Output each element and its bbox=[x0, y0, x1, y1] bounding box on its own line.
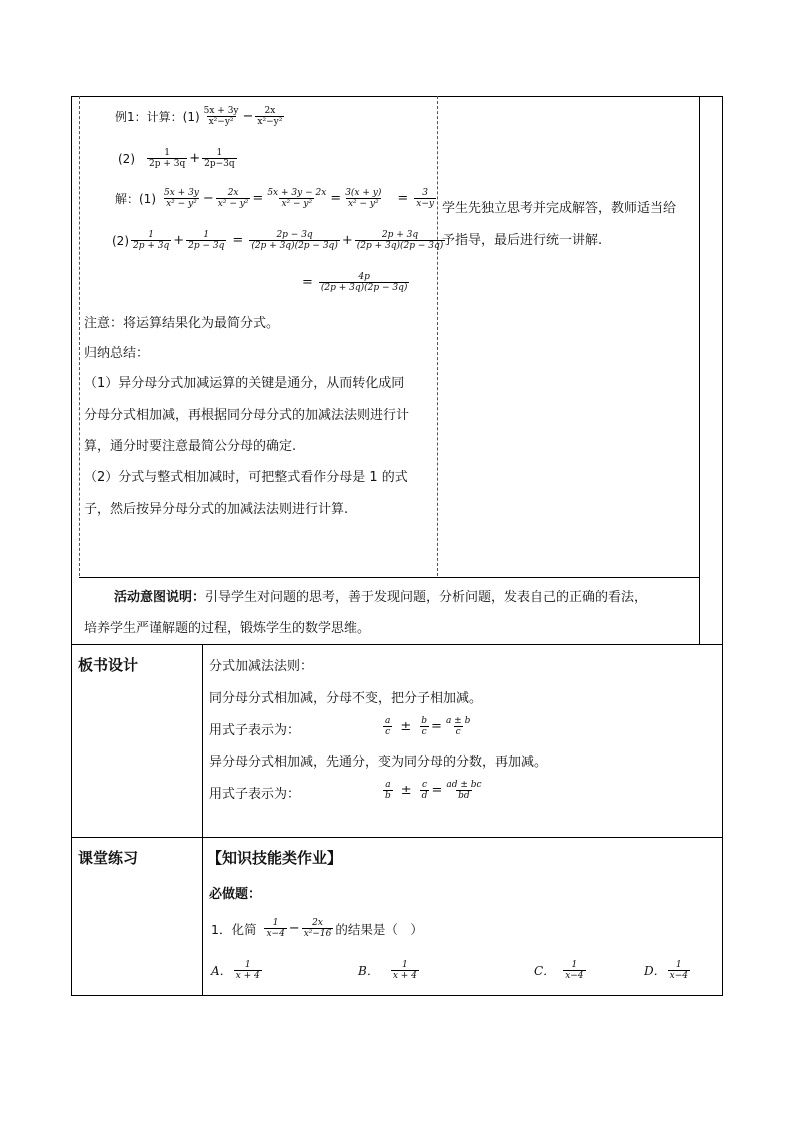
sol2-frac-2: $\frac{1}{2p - 3q}$ bbox=[188, 230, 225, 252]
equals-sign: = bbox=[302, 275, 313, 291]
q1-frac-2: $\frac{2x}{\text{x²−16}}$ bbox=[303, 918, 332, 940]
option-d-frac: $\frac{1}{x-4}$ bbox=[669, 960, 688, 982]
minus-sign: − bbox=[202, 191, 214, 207]
f2-result: $\frac{ad \pm bc}{bd}$ bbox=[446, 780, 482, 802]
f2-a-over-b: $\frac{a}{b}$ bbox=[385, 780, 391, 802]
sol2-frac-5: $\frac{4p}{(2p + 3q)(2p - 3q)}$ bbox=[320, 272, 408, 294]
intent-line-1 bbox=[114, 591, 647, 604]
sol1-frac-4: $\frac{3(x + y)}{\text{x² − y²}}$ bbox=[345, 188, 382, 210]
solution-2-label: (2) bbox=[112, 233, 129, 248]
board-rule-2: 异分母分式相加减，先通分，变为同分母的分数，再加减。 bbox=[209, 755, 548, 770]
question-1-prefix: 1．化简 bbox=[211, 921, 257, 937]
intent-text-1: 引导学生对问题的思考，善于发现问题，分析问题，发表自己的正确的看法， bbox=[205, 590, 648, 605]
row-divider-board bbox=[71, 644, 723, 645]
option-a[interactable] bbox=[209, 960, 262, 982]
f1-a-over-c: $\frac{a}{c}$ bbox=[385, 716, 391, 738]
sol1-frac-3: $\frac{5x + 3y - 2x}{\text{x² − y²}}$ bbox=[267, 188, 327, 210]
inner-left-dash bbox=[79, 96, 80, 576]
summary-line-1: （1）异分母分式加减运算的关键是通分，从而转化成同 bbox=[84, 376, 405, 391]
question-1 bbox=[209, 918, 425, 940]
q1-frac-1: $\frac{1}{x-4}$ bbox=[266, 918, 285, 940]
sol2-frac-1: $\frac{1}{2p + 3q}$ bbox=[133, 230, 170, 252]
ex1-frac-1: $\frac{5x + 3y}{\text{x²−y²}}$ bbox=[203, 106, 239, 128]
intent-top-rule bbox=[79, 577, 699, 578]
option-c[interactable] bbox=[532, 960, 586, 982]
option-c-frac: $\frac{1}{x-4}$ bbox=[565, 960, 584, 982]
equals-sign: = bbox=[397, 191, 409, 207]
example-label: 例1：计算：(1) bbox=[115, 110, 200, 125]
equals-sign: = bbox=[431, 719, 442, 735]
minus-sign: − bbox=[288, 921, 300, 937]
table-border-left bbox=[71, 96, 72, 996]
board-expr-label-1: 用式子表示为： bbox=[209, 723, 301, 738]
option-d[interactable] bbox=[642, 960, 690, 982]
summary-line-3: 算，通分时要注意最简公分母的确定. bbox=[84, 439, 297, 454]
row-divider-practice bbox=[71, 837, 723, 838]
ex1-frac-2: $\frac{2x}{\text{x²−y²}}$ bbox=[257, 106, 283, 128]
option-d-label: D． bbox=[644, 964, 666, 979]
summary-line-4: （2）分式与整式相加减时，可把整式看作分母是 1 的式 bbox=[84, 470, 408, 485]
question-1-suffix: 的结果是（ ） bbox=[335, 921, 423, 937]
table-border-right bbox=[722, 96, 723, 996]
minus-sign: − bbox=[242, 109, 254, 125]
teacher-note-line-1: 学生先独立思考并完成解答，教师适当给 bbox=[442, 201, 677, 216]
option-b[interactable] bbox=[356, 960, 419, 982]
board-formula-1 bbox=[383, 716, 472, 738]
solution-label: 解：(1) bbox=[115, 192, 156, 207]
summary-line-2: 分母分式相加减，再根据同分母分式的加减法法则进行计 bbox=[84, 408, 410, 423]
solution-2 bbox=[110, 230, 445, 252]
solution-2-result bbox=[300, 272, 409, 294]
option-b-frac: $\frac{1}{x + 4}$ bbox=[392, 960, 417, 982]
ex2-frac-1: $\frac{1}{2p + 3q}$ bbox=[149, 148, 186, 170]
ex2-frac-2: $\frac{1}{2p-3q}$ bbox=[204, 148, 235, 170]
equals-sign: = bbox=[232, 233, 244, 249]
equals-sign: = bbox=[330, 191, 342, 207]
sol2-frac-3: $\frac{2p - 3q}{(2p + 3q)(2p - 3q)}$ bbox=[251, 230, 338, 252]
board-label: 板书设计 bbox=[78, 656, 139, 674]
practice-heading: 【知识技能类作业】 bbox=[207, 849, 343, 867]
note-text: 注意：将运算结果化为最简分式。 bbox=[84, 316, 280, 331]
intent-line-2: 培养学生严谨解题的过程，锻炼学生的数学思维。 bbox=[84, 621, 371, 636]
f1-b-over-c: $\frac{b}{c}$ bbox=[421, 716, 428, 738]
option-a-frac: $\frac{1}{x + 4}$ bbox=[235, 960, 260, 982]
sol1-frac-2: $\frac{2x}{\text{x² − y²}}$ bbox=[217, 188, 249, 210]
f1-result: $\frac{a \pm b}{c}$ bbox=[445, 716, 471, 738]
sol2-frac-4: $\frac{2p + 3q}{(2p + 3q)(2p - 3q)}$ bbox=[356, 230, 444, 252]
summary-line-5: 子，然后按异分母分式的加减法法则进行计算. bbox=[84, 502, 349, 517]
part2-label: (2) bbox=[118, 151, 135, 166]
sol1-frac-1: $\frac{5x + 3y}{\text{x² − y²}}$ bbox=[164, 188, 199, 210]
table-border-top bbox=[71, 96, 723, 97]
sol1-frac-5: $\frac{3}{x-y}$ bbox=[416, 188, 434, 210]
board-title: 分式加减法法则： bbox=[209, 659, 314, 674]
option-c-label: C． bbox=[534, 964, 556, 979]
teacher-note-line-2: 予指导，最后进行统一讲解. bbox=[442, 233, 603, 248]
plus-sign: + bbox=[189, 151, 201, 167]
board-expr-label-2: 用式子表示为： bbox=[209, 787, 301, 802]
option-b-label: B． bbox=[358, 964, 379, 979]
inner-right-border bbox=[699, 96, 700, 644]
practice-label: 课堂练习 bbox=[78, 849, 139, 867]
required-label: 必做题： bbox=[209, 887, 262, 902]
example-1-title bbox=[113, 106, 284, 128]
summary-title: 归纳总结： bbox=[84, 346, 150, 361]
label-column-divider bbox=[202, 644, 203, 995]
solution-1 bbox=[113, 188, 436, 210]
board-formula-2 bbox=[383, 780, 484, 802]
board-rule-1: 同分母分式相加减，分母不变，把分子相加减。 bbox=[209, 691, 483, 706]
table-border-bottom bbox=[71, 995, 723, 996]
f2-c-over-d: $\frac{c}{d}$ bbox=[421, 780, 428, 802]
plus-sign: + bbox=[173, 233, 185, 249]
plus-minus-sign: ± bbox=[400, 719, 412, 735]
plus-sign: + bbox=[341, 233, 353, 249]
equals-sign: = bbox=[252, 191, 264, 207]
equals-sign: = bbox=[431, 783, 443, 799]
example-1-part2 bbox=[116, 148, 237, 170]
plus-minus-sign: ± bbox=[400, 783, 412, 799]
column-divider-dash bbox=[437, 96, 438, 576]
option-a-label: A． bbox=[211, 964, 232, 979]
intent-label: 活动意图说明： bbox=[114, 590, 206, 605]
